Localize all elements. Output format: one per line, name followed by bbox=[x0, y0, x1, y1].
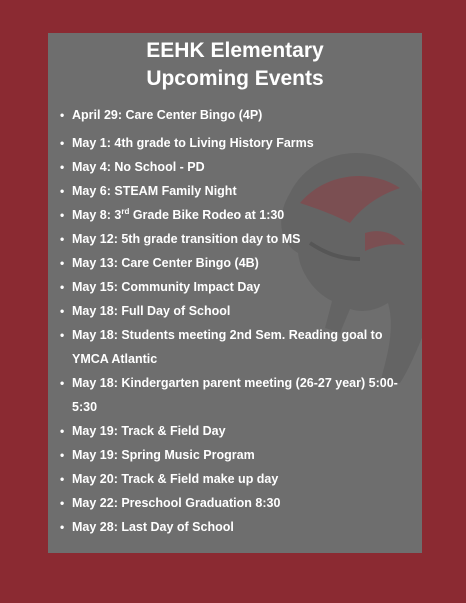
title-line-1: EEHK Elementary bbox=[146, 39, 324, 62]
event-item bbox=[60, 275, 416, 299]
event-text: May 19: Track & Field Day bbox=[72, 424, 226, 438]
event-text: May 18: Students meeting 2nd Sem. Reading goal to YMCA Atlantic bbox=[72, 328, 383, 366]
event-item bbox=[60, 467, 416, 491]
event-item bbox=[60, 515, 416, 539]
bullet-icon: • bbox=[60, 160, 65, 174]
event-item bbox=[60, 179, 416, 203]
bullet-icon: • bbox=[60, 472, 65, 486]
event-text: May 18: Kindergarten parent meeting (26-27 year) 5:00-5:30 bbox=[72, 376, 398, 414]
events-list bbox=[48, 103, 422, 539]
event-text: May 12: 5th grade transition day to MS bbox=[72, 232, 301, 246]
event-item bbox=[60, 299, 416, 323]
bullet-icon: • bbox=[60, 136, 65, 150]
bullet-icon: • bbox=[60, 184, 65, 198]
event-item bbox=[60, 103, 416, 127]
bullet-icon: • bbox=[60, 304, 65, 318]
event-text: May 15: Community Impact Day bbox=[72, 280, 261, 294]
event-text: April 29: Care Center Bingo (4P) bbox=[72, 108, 263, 122]
bullet-icon: • bbox=[60, 448, 65, 462]
bullet-icon: • bbox=[60, 424, 65, 438]
event-item bbox=[60, 131, 416, 155]
event-item bbox=[60, 323, 416, 371]
event-item bbox=[60, 203, 416, 227]
event-item bbox=[60, 419, 416, 443]
event-text-rest: Grade Bike Rodeo at 1:30 bbox=[129, 208, 285, 222]
bullet-icon: • bbox=[60, 208, 65, 222]
event-text: May 28: Last Day of School bbox=[72, 520, 234, 534]
event-text: May 19: Spring Music Program bbox=[72, 448, 255, 462]
bullet-icon: • bbox=[60, 256, 65, 270]
bullet-icon: • bbox=[60, 328, 65, 342]
event-item bbox=[60, 371, 416, 419]
bullet-icon: • bbox=[60, 520, 65, 534]
event-item bbox=[60, 227, 416, 251]
bullet-icon: • bbox=[60, 108, 65, 122]
event-text: May 6: STEAM Family Night bbox=[72, 184, 237, 198]
event-ordinal-suffix: rd bbox=[121, 207, 130, 216]
event-text: May 1: 4th grade to Living History Farms bbox=[72, 136, 314, 150]
event-text: May 4: No School - PD bbox=[72, 160, 205, 174]
event-item bbox=[60, 443, 416, 467]
event-text: May 13: Care Center Bingo (4B) bbox=[72, 256, 259, 270]
event-text: May 20: Track & Field make up day bbox=[72, 472, 279, 486]
event-text: May 18: Full Day of School bbox=[72, 304, 231, 318]
page-title bbox=[48, 37, 422, 93]
event-item bbox=[60, 251, 416, 275]
title-line-2: Upcoming Events bbox=[146, 67, 324, 90]
bullet-icon: • bbox=[60, 376, 65, 390]
events-panel bbox=[48, 33, 422, 553]
bullet-icon: • bbox=[60, 232, 65, 246]
event-item bbox=[60, 155, 416, 179]
event-item bbox=[60, 491, 416, 515]
event-text: May 8: 3 bbox=[72, 208, 122, 222]
bullet-icon: • bbox=[60, 280, 65, 294]
bullet-icon: • bbox=[60, 496, 65, 510]
event-text: May 22: Preschool Graduation 8:30 bbox=[72, 496, 281, 510]
